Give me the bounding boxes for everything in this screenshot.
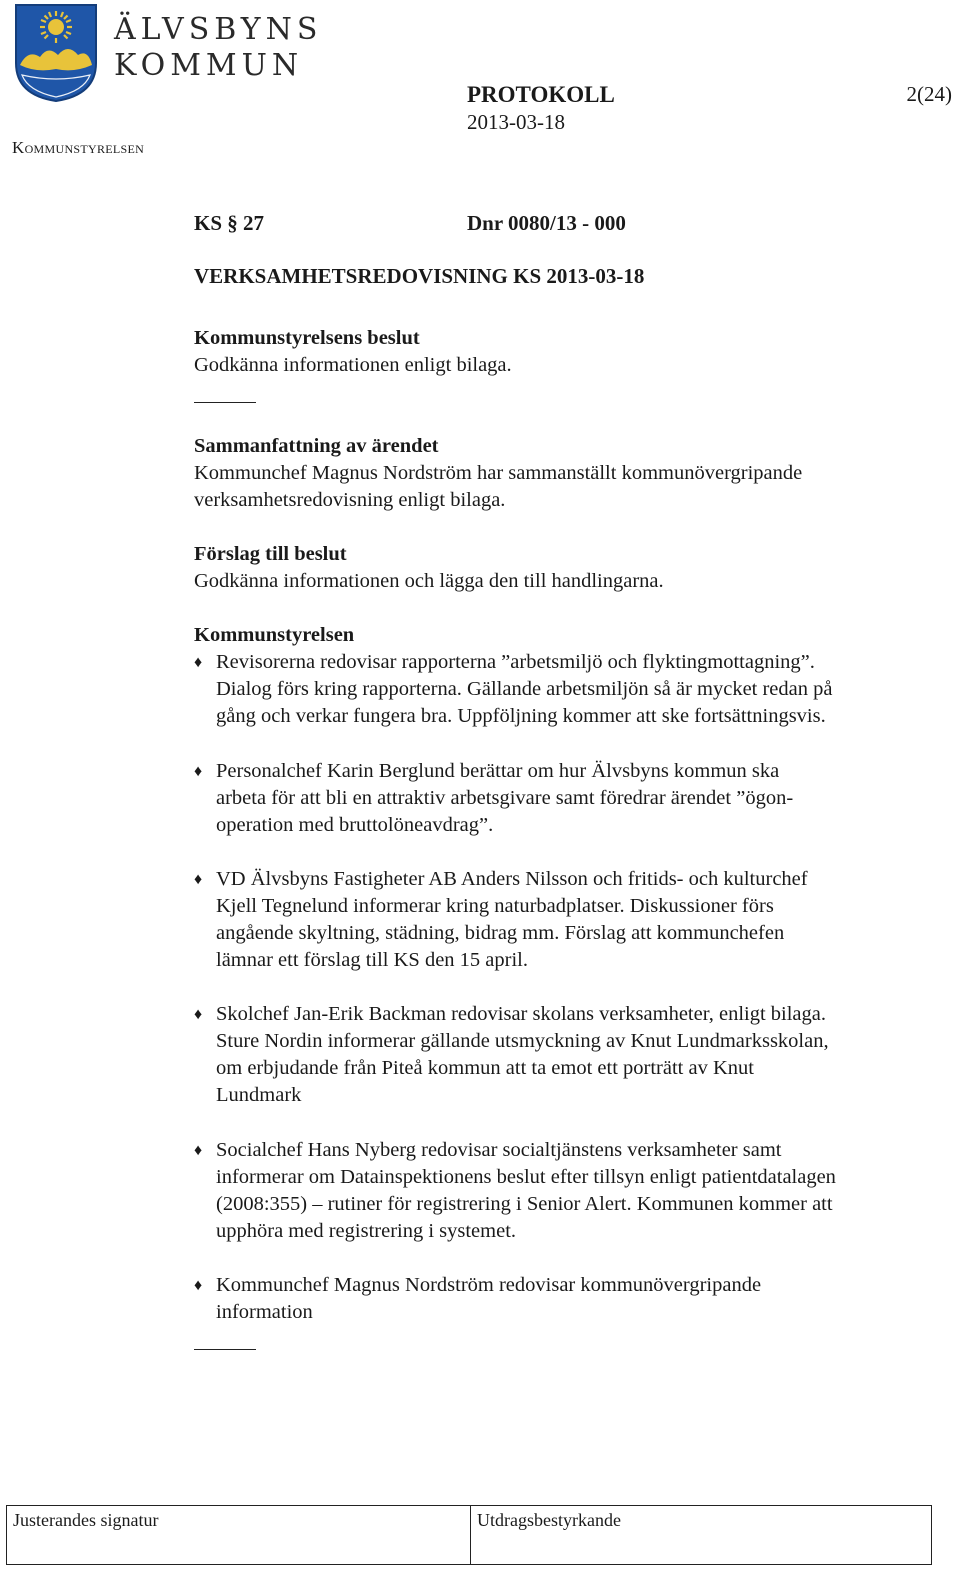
list-item-line: lämnar ett förslag till KS den 15 april. [216,949,528,971]
municipal-coat-of-arms-icon [14,3,98,103]
diamond-bullet-icon: ♦ [194,1142,203,1159]
section-divider [194,1349,256,1350]
list-item-line: Kjell Tegnelund informerar kring naturbadplatser. Diskussioner förs [216,895,774,917]
municipality-name [114,12,322,84]
proposal-section [194,541,924,595]
list-item-line: Revisorerna redovisar rapporterna ”arbetsmiljö och flyktingmottagning”. [216,651,815,673]
section-divider [194,402,256,403]
list-item-line: Sture Nordin informerar gällande utsmyckning av Knut Lundmarksskolan, [216,1030,829,1052]
municipality-name-line2: KOMMUN [114,48,304,83]
proposal-heading: Förslag till beslut [194,543,347,565]
board-heading: Kommunstyrelsen [194,624,355,646]
list-item-line: Lundmark [216,1084,302,1106]
list-item-line: om erbjudande från Piteå kommun att ta emot ett porträtt av Knut [216,1057,754,1079]
list-item-line: Dialog förs kring rapporterna. Gällande arbetsmiljön så är mycket redan på [216,678,833,700]
diamond-bullet-icon: ♦ [194,654,203,671]
summary-line: verksamhetsredovisning enligt bilaga. [194,489,506,511]
list-item-line: informerar om Datainspektionens beslut efter tillsyn enligt patientdatalagen [216,1166,836,1188]
list-item-line: Skolchef Jan-Erik Backman redovisar skolans verksamheter, enligt bilaga. [216,1003,827,1025]
signature-cell[interactable] [7,1506,471,1564]
certification-cell[interactable] [471,1506,931,1564]
board-heading-block [194,622,924,649]
summary-line: Kommunchef Magnus Nordström har sammanställt kommunövergripande [194,462,803,484]
page-title: VERKSAMHETSREDOVISNING KS 2013-03-18 [194,264,645,288]
municipality-name-line1: ÄLVSBYNS [114,12,323,47]
list-item [194,866,924,974]
case-diary-number: Dnr 0080/13 - 000 [467,211,626,235]
list-item [194,1001,924,1109]
proposal-text: Godkänna informationen och lägga den till handlingarna. [194,570,664,592]
department-name: Kommunstyrelsen [12,138,145,157]
list-item-line: information [216,1301,313,1323]
list-item-line: Socialchef Hans Nyberg redovisar socialtjänstens verksamheter samt [216,1139,782,1161]
list-item [194,758,924,839]
signature-label: Justerandes signatur [13,1510,159,1530]
signature-table [6,1505,932,1565]
list-item-line: arbeta för att bli en attraktiv arbetsgivare samt föredrar ärendet ”ögon- [216,787,794,809]
diamond-bullet-icon: ♦ [194,871,203,888]
list-item-line: operation med bruttolöneavdrag”. [216,814,494,836]
document-date: 2013-03-18 [467,110,565,134]
list-item-line: angående skyltning, städning, bidrag mm. Förslag att kommunchefen [216,922,785,944]
certification-label: Utdragsbestyrkande [477,1510,621,1530]
decision-heading: Kommunstyrelsens beslut [194,327,420,349]
case-section-number: KS § 27 [194,211,265,235]
decision-section [194,325,924,379]
list-item [194,1137,924,1245]
document-type: PROTOKOLL [467,82,615,107]
list-item-line: (2008:355) – rutiner för registrering i Senior Alert. Kommunen kommer att [216,1193,833,1215]
list-item-line: Personalchef Karin Berglund berättar om hur Älvsbyns kommun ska [216,760,780,782]
list-item-line: upphöra med registrering i systemet. [216,1220,517,1242]
list-item-line: gång och verkar fungera bra. Uppföljning kommer att ske fortsättningsvis. [216,705,826,727]
list-item-line: VD Älvsbyns Fastigheter AB Anders Nilsson och fritids- och kulturchef [216,868,808,890]
summary-heading: Sammanfattning av ärendet [194,435,439,457]
diamond-bullet-icon: ♦ [194,1006,203,1023]
page-number: 2(24) [906,82,952,106]
diamond-bullet-icon: ♦ [194,1277,203,1294]
list-item [194,1272,924,1326]
list-item [194,649,924,730]
diamond-bullet-icon: ♦ [194,763,203,780]
list-item-line: Kommunchef Magnus Nordström redovisar kommunövergripande [216,1274,762,1296]
summary-section [194,433,924,514]
decision-text: Godkänna informationen enligt bilaga. [194,354,512,376]
